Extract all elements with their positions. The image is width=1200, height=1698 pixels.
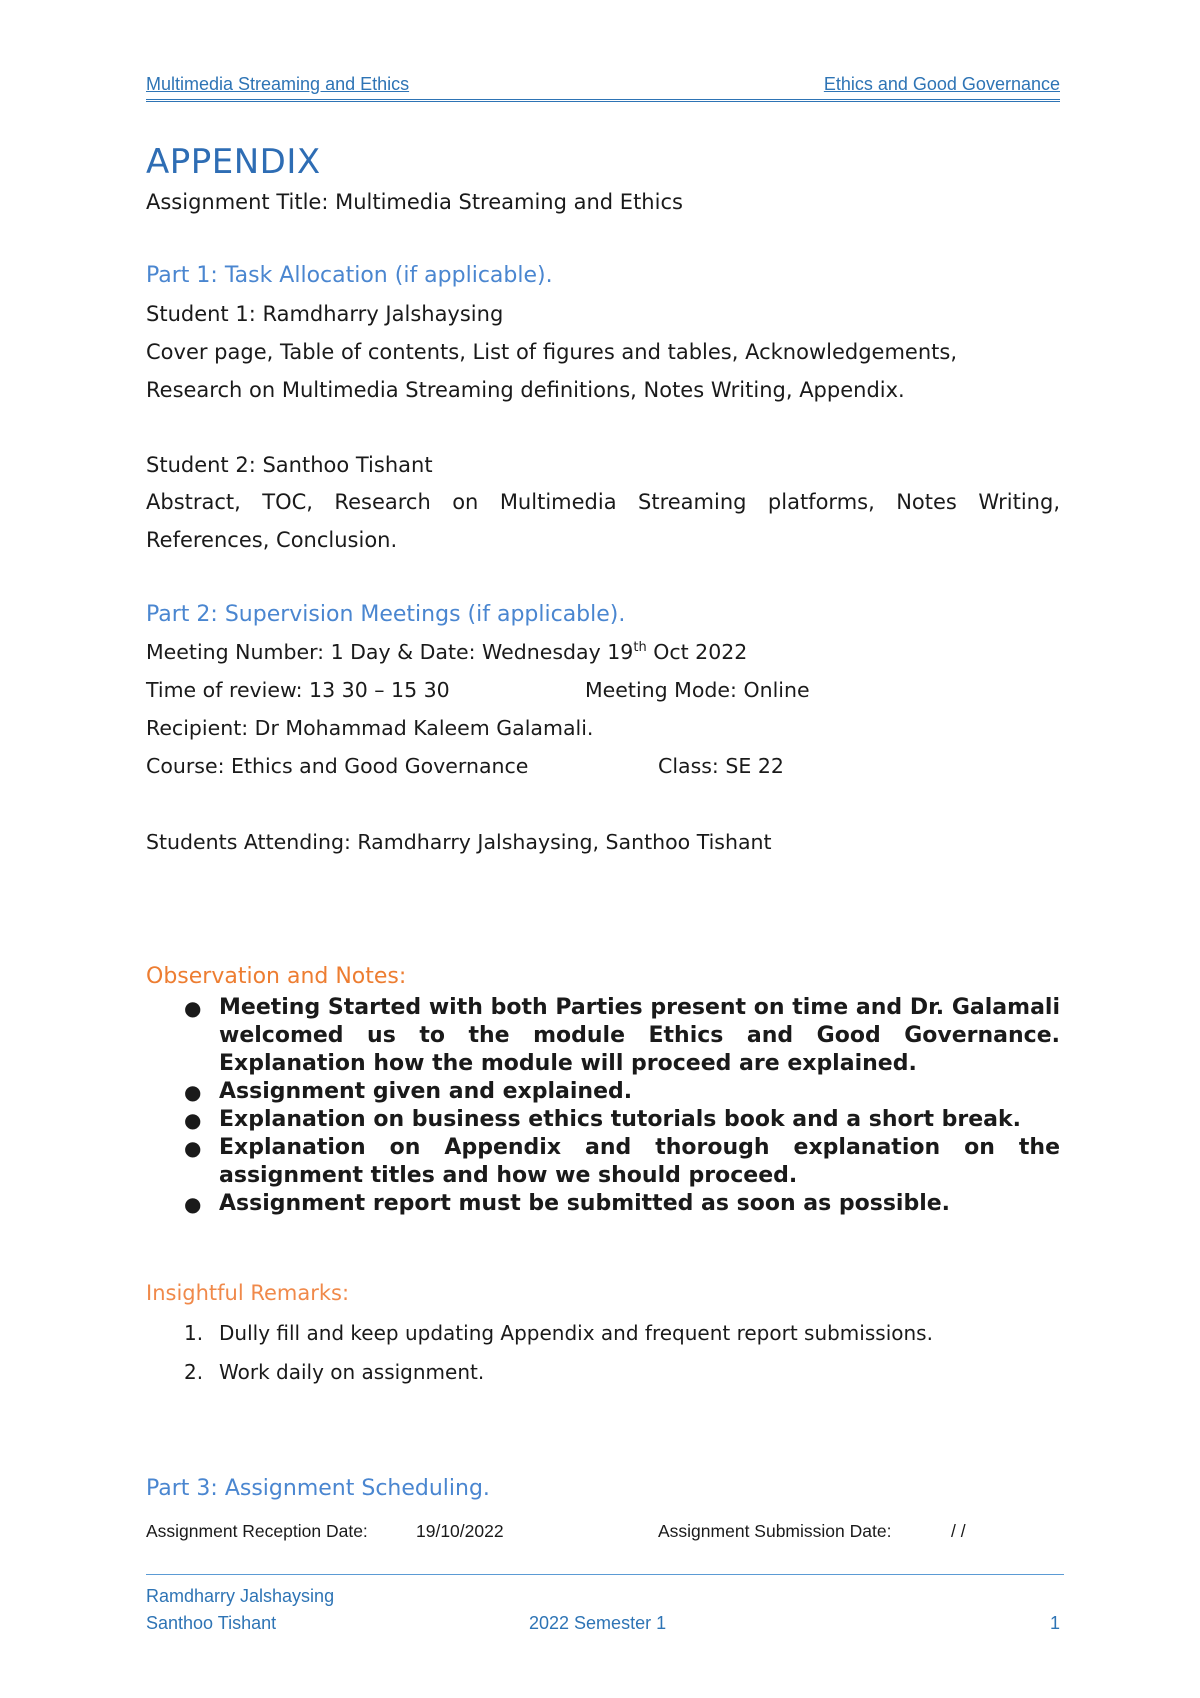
list-item bbox=[146, 1106, 1060, 1134]
page-header bbox=[146, 74, 1060, 100]
class: Class: SE 22 bbox=[658, 754, 784, 778]
remarks-text: Work daily on assignment. bbox=[219, 1360, 485, 1384]
meeting-line-suffix: Oct 2022 bbox=[646, 640, 748, 664]
observation-line: assignment titles and how we should proceed. bbox=[219, 1163, 798, 1188]
reception-label: Assignment Reception Date: bbox=[146, 1521, 368, 1541]
bullet-icon: ● bbox=[184, 1192, 202, 1216]
observation-line: welcomed us to the module Ethics and Good Governance. bbox=[219, 1023, 1060, 1048]
part3-heading: Part 3: Assignment Scheduling. bbox=[146, 1476, 490, 1501]
student1-tasks-line2: Research on Multimedia Streaming definitions, Notes Writing, Appendix. bbox=[146, 378, 905, 402]
observation-line: Explanation on business ethics tutorials book and a short break. bbox=[219, 1107, 1021, 1132]
bullet-icon: ● bbox=[184, 1080, 202, 1104]
meeting-line-prefix: Meeting Number: 1 Day & Date: Wednesday 19 bbox=[146, 640, 634, 664]
bullet-icon: ● bbox=[184, 1136, 202, 1160]
page-title: APPENDIX bbox=[146, 142, 321, 182]
student1-name: Student 1: Ramdharry Jalshaysing bbox=[146, 302, 504, 326]
part1-heading: Part 1: Task Allocation (if applicable). bbox=[146, 263, 553, 288]
course: Course: Ethics and Good Governance bbox=[146, 754, 529, 778]
list-item bbox=[146, 1134, 1060, 1190]
course-class-row bbox=[146, 754, 1060, 778]
recipient: Recipient: Dr Mohammad Kaleem Galamali. bbox=[146, 716, 594, 740]
list-item bbox=[146, 1190, 1060, 1218]
list-item bbox=[146, 1314, 1060, 1353]
list-item bbox=[146, 1353, 1060, 1392]
observations-heading: Observation and Notes: bbox=[146, 964, 407, 989]
remarks-heading: Insightful Remarks: bbox=[146, 1281, 350, 1305]
header-divider bbox=[146, 99, 1060, 102]
reception-date: 19/10/2022 bbox=[416, 1521, 504, 1541]
student1-tasks-line1: Cover page, Table of contents, List of figures and tables, Acknowledgements, bbox=[146, 340, 958, 364]
submission-date: / / bbox=[951, 1521, 966, 1541]
meeting-line-sup: th bbox=[633, 640, 647, 656]
scheduling-row bbox=[146, 1521, 1060, 1542]
student2-tasks-line2: References, Conclusion. bbox=[146, 528, 398, 552]
students-attending: Students Attending: Ramdharry Jalshaysing, Santhoo Tishant bbox=[146, 830, 772, 854]
list-item bbox=[146, 994, 1060, 1078]
remarks-text: Dully fill and keep updating Appendix and frequent report submissions. bbox=[219, 1321, 933, 1345]
footer-divider bbox=[146, 1574, 1064, 1575]
header-left-title: Multimedia Streaming and Ethics bbox=[146, 74, 410, 94]
bullet-icon: ● bbox=[184, 996, 202, 1020]
header-right-title: Ethics and Good Governance bbox=[823, 74, 1060, 94]
assignment-title: Assignment Title: Multimedia Streaming and Ethics bbox=[146, 190, 683, 214]
bullet-icon: ● bbox=[184, 1108, 202, 1132]
observation-line: Meeting Started with both Parties present on time and Dr. Galamali bbox=[219, 995, 1060, 1020]
observation-line: Assignment report must be submitted as soon as possible. bbox=[219, 1191, 951, 1216]
time-of-review: Time of review: 13 30 – 15 30 bbox=[146, 678, 450, 702]
part2-heading: Part 2: Supervision Meetings (if applicable). bbox=[146, 602, 626, 627]
time-mode-row bbox=[146, 678, 1060, 702]
meeting-number-date bbox=[146, 640, 1060, 664]
footer-author1: Ramdharry Jalshaysing bbox=[146, 1586, 335, 1606]
student2-name: Student 2: Santhoo Tishant bbox=[146, 453, 433, 477]
observations-list bbox=[146, 994, 1060, 1218]
list-item bbox=[146, 1078, 1060, 1106]
meeting-mode: Meeting Mode: Online bbox=[585, 678, 810, 702]
observation-line: Assignment given and explained. bbox=[219, 1079, 633, 1104]
footer-author2: Santhoo Tishant bbox=[146, 1613, 277, 1633]
footer-semester: 2022 Semester 1 bbox=[529, 1613, 667, 1633]
footer-row bbox=[146, 1613, 1060, 1634]
submission-label: Assignment Submission Date: bbox=[658, 1521, 892, 1541]
remarks-number: 2. bbox=[184, 1360, 204, 1384]
observation-line: Explanation on Appendix and thorough explanation on the bbox=[219, 1135, 1060, 1160]
page-number: 1 bbox=[1049, 1613, 1060, 1633]
observation-line: Explanation how the module will proceed are explained. bbox=[219, 1051, 917, 1076]
remarks-list bbox=[146, 1314, 1060, 1392]
remarks-number: 1. bbox=[184, 1321, 204, 1345]
student2-tasks-line1: Abstract, TOC, Research on Multimedia Streaming platforms, Notes Writing, bbox=[146, 490, 1060, 514]
